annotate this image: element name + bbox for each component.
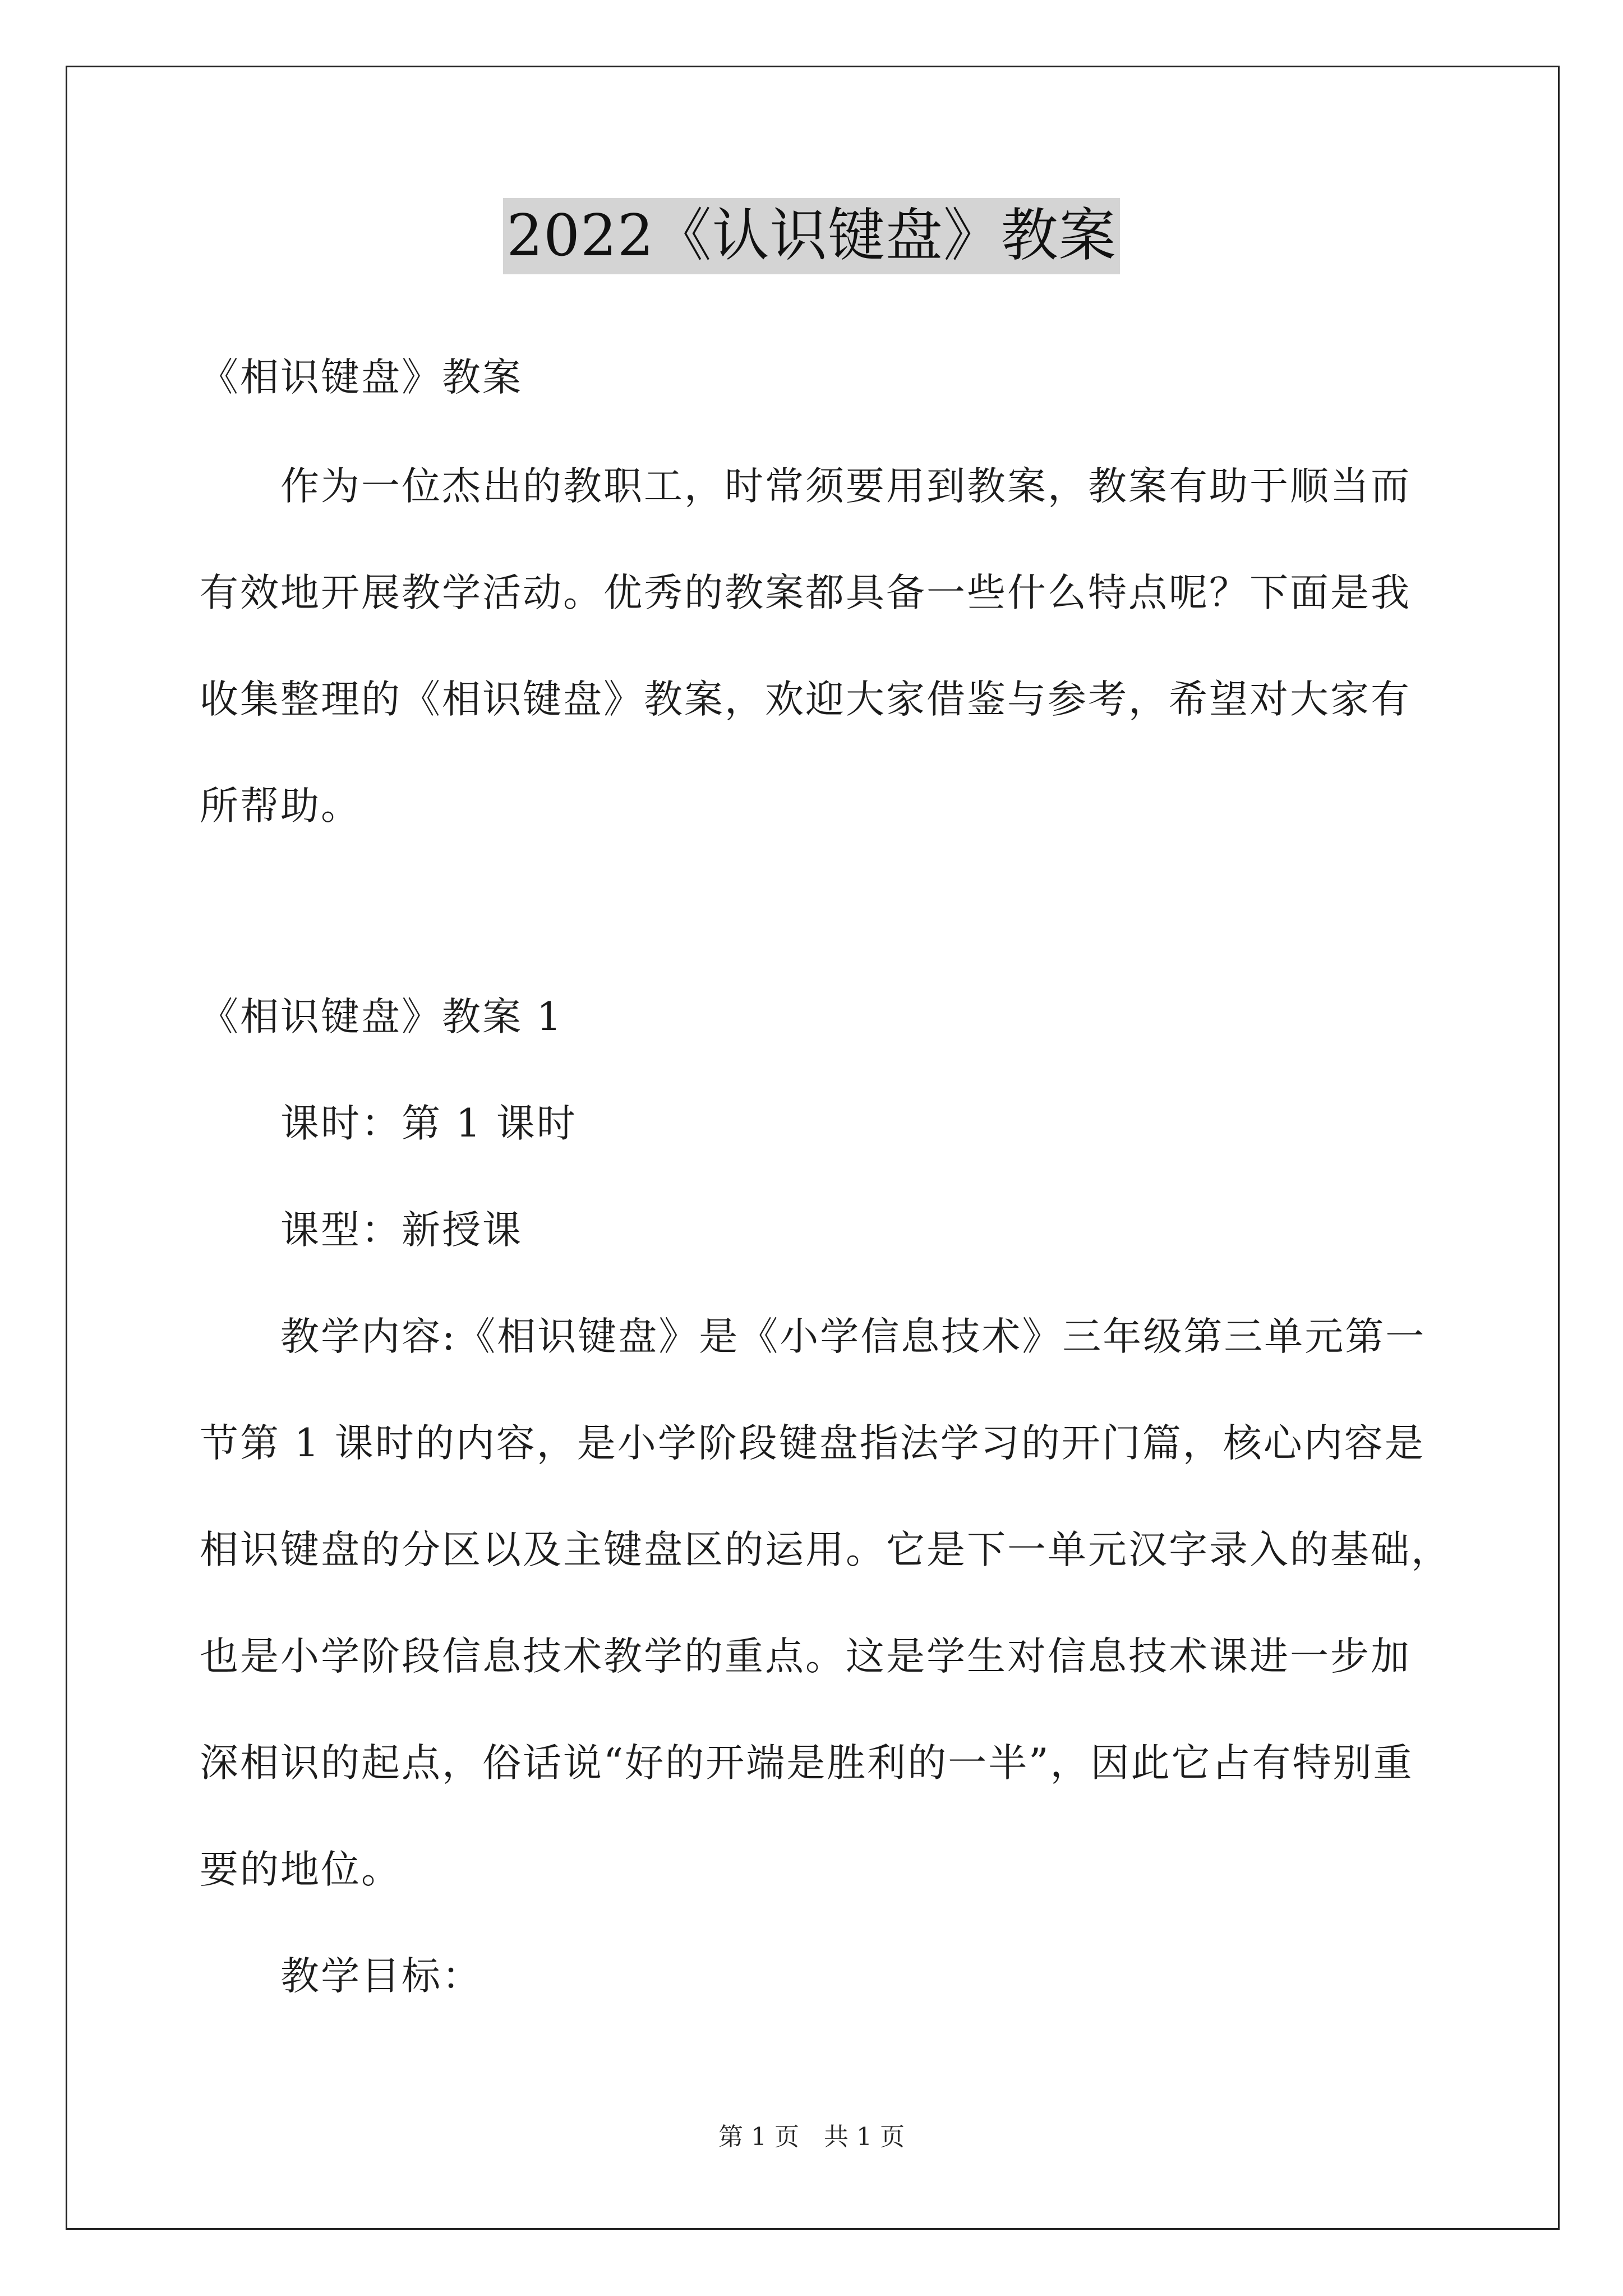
page-number: 第 1 页 xyxy=(718,2123,799,2151)
paragraph-line: 作为一位杰出的教职工，时常须要用到教案，教案有助于顺当而 xyxy=(280,464,1411,509)
paragraph-line: 深相识的起点，俗话说“好的开端是胜利的一半”，因此它占有特别重 xyxy=(200,1741,1414,1786)
paragraph-line: 要的地位。 xyxy=(200,1847,402,1892)
paragraph-line: 也是小学阶段信息技术教学的重点。这是学生对信息技术课进一步加 xyxy=(200,1634,1411,1679)
teaching-goals-heading: 教学目标： xyxy=(280,1954,482,1999)
lesson-period: 课时：第 1 课时 xyxy=(280,1101,577,1146)
page-total: 共 1 页 xyxy=(824,2123,905,2151)
paragraph-line: 收集整理的《相识键盘》教案，欢迎大家借鉴与参考，希望对大家有 xyxy=(200,677,1411,722)
lesson-type: 课型：新授课 xyxy=(280,1208,523,1253)
paragraph-line: 相识键盘的分区以及主键盘区的运用。它是下一单元汉字录入的基础， xyxy=(200,1527,1451,1572)
page-footer xyxy=(0,2120,1623,2154)
paragraph-line: 有效地开展教学活动。优秀的教案都具备一些什么特点呢？下面是我 xyxy=(200,570,1411,615)
paragraph-line: 节第 1 课时的内容，是小学阶段键盘指法学习的开门篇，核心内容是 xyxy=(200,1421,1425,1466)
paragraph-line: 教学内容:《相识键盘》是《小学信息技术》三年级第三单元第一 xyxy=(280,1314,1426,1359)
title-container xyxy=(0,198,1623,274)
section-heading: 《相识键盘》教案 1 xyxy=(200,995,563,1039)
paragraph-line: 所帮助。 xyxy=(200,784,361,829)
section-heading: 《相识键盘》教案 xyxy=(200,355,523,400)
document-title: 2022《认识键盘》教案 xyxy=(503,198,1120,274)
